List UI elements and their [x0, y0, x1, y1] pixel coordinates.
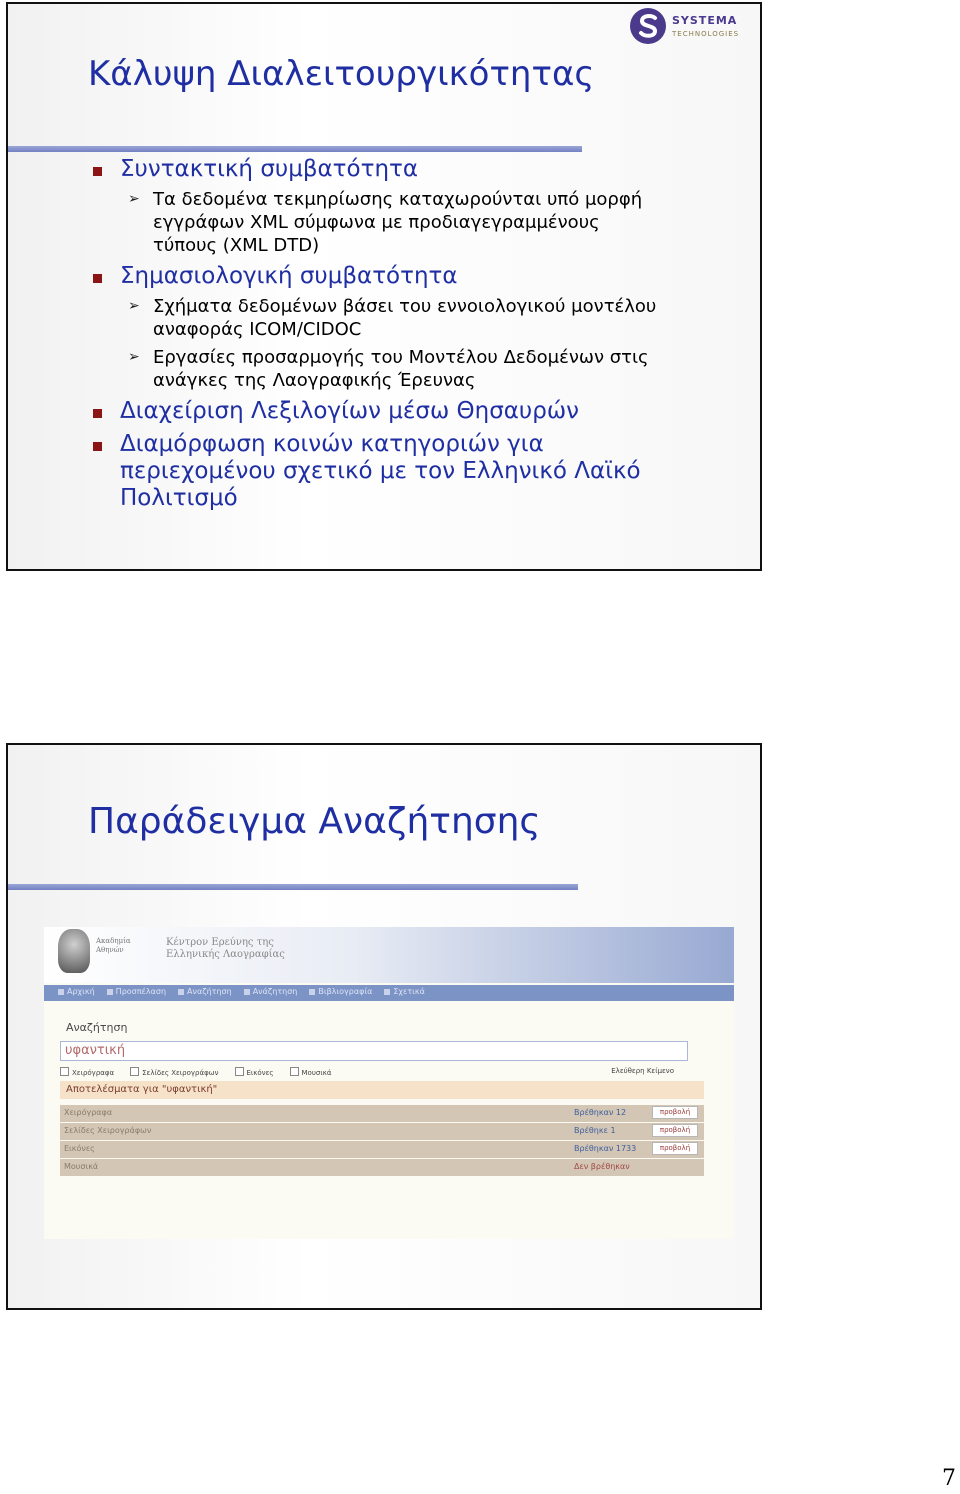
slide-title: Παράδειγμα Αναζήτησης: [88, 801, 541, 842]
nav-link-bibliography: Βιβλιογραφία: [309, 987, 372, 996]
view-button: προβολή: [652, 1124, 698, 1137]
logo-tagline: TECHNOLOGIES: [672, 30, 740, 38]
filter-manuscripts: Χειρόγραφα: [60, 1067, 114, 1077]
row-category: Χειρόγραφα: [64, 1108, 113, 1117]
row-category: Μουσικά: [64, 1162, 99, 1171]
title-underline: [8, 884, 578, 890]
square-bullet-icon: [93, 167, 102, 176]
academy-emblem-icon: [58, 929, 90, 973]
view-button: προβολή: [652, 1106, 698, 1119]
arrow-bullet-icon: ➢: [128, 191, 140, 207]
table-row: [60, 1159, 704, 1176]
sub-bullet-adaptation: ➢ Εργασίες προσαρμογής του Μοντέλου Δεδομένων στις ανάγκες της Λαογραφικής Έρευνας: [128, 347, 649, 391]
logo-s-icon: [628, 6, 668, 46]
table-row: [60, 1123, 704, 1140]
view-button: προβολή: [652, 1142, 698, 1155]
embedded-search-screenshot: [44, 927, 734, 1239]
nav-links: [44, 987, 425, 996]
slide-title: Κάλυψη Διαλειτουργικότητας: [88, 54, 595, 94]
row-category: Σελίδες Χειρογράφων: [64, 1126, 152, 1135]
org-name: Ακαδημία Αθηνών: [96, 937, 131, 954]
slide-1: [6, 2, 762, 571]
bullet-thesauri: Διαχείριση Λεξιλογίων μέσω Θησαυρών: [8, 398, 760, 425]
nav-link-about: Σχετικά: [384, 987, 425, 996]
row-count: Βρέθηκε 1: [574, 1126, 616, 1135]
bullet-categories: Διαμόρφωση κοινών κατηγοριών για περιεχομένου σχετικό με τον Ελληνικό Λαϊκό Πολιτισμό: [8, 431, 760, 512]
square-bullet-icon: [93, 409, 102, 418]
centre-name: Κέντρον Ερεύνης της Ελληνικής Λαογραφίας: [166, 937, 285, 960]
sub-bullet-cidoc: ➢ Σχήματα δεδομένων βάσει του εννοιολογικού μοντέλου αναφοράς ICOM/CIDOC: [128, 296, 657, 340]
nav-link-search-2: Ανάζητηση: [244, 987, 298, 996]
company-logo: [628, 6, 760, 48]
nav-link-browse: Προσπέλαση: [107, 987, 166, 996]
site-header: [44, 927, 734, 983]
filter-manuscript-pages: Σελίδες Χειρογράφων: [130, 1067, 218, 1077]
results-table: [60, 1105, 704, 1177]
filter-music: Μουσικά: [290, 1067, 332, 1077]
row-count: Βρέθηκαν 1733: [574, 1144, 637, 1153]
bullet-syntactic: Συντακτική συμβατότητα: [8, 156, 760, 183]
arrow-bullet-icon: ➢: [128, 298, 140, 314]
nav-link-home: Αρχική: [58, 987, 95, 996]
nav-link-search: Αναζήτηση: [178, 987, 232, 996]
sub-bullet-xml: ➢ Τα δεδομένα τεκμηρίωσης καταχωρούνται υπό μορφή εγγράφων XML σύμφωνα με προδιαγεγραμμένους τύπους (XML DTD): [128, 189, 643, 256]
results-title: Αποτελέσματα για "υφαντική": [60, 1081, 704, 1099]
row-count: Δεν βρέθηκαν: [574, 1162, 630, 1171]
bullet-semantic: Σημασιολογική συμβατότητα: [8, 263, 760, 290]
page-number: 7: [942, 1466, 956, 1491]
slide-2: [6, 743, 762, 1310]
search-label: Αναζήτηση: [66, 1021, 128, 1034]
square-bullet-icon: [93, 274, 102, 283]
bullet-list: [8, 150, 760, 512]
logo-name: SYSTEMA: [672, 14, 738, 27]
square-bullet-icon: [93, 442, 102, 451]
filter-images: Εικόνες: [235, 1067, 274, 1077]
row-category: Εικόνες: [64, 1144, 95, 1153]
search-filters: [60, 1067, 331, 1077]
search-mode: Ελεύθερη Κείμενο: [611, 1067, 674, 1075]
arrow-bullet-icon: ➢: [128, 349, 140, 365]
row-count: Βρέθηκαν 12: [574, 1108, 627, 1117]
table-row: [60, 1105, 704, 1122]
search-input: υφαντική: [60, 1041, 688, 1061]
table-row: [60, 1141, 704, 1158]
